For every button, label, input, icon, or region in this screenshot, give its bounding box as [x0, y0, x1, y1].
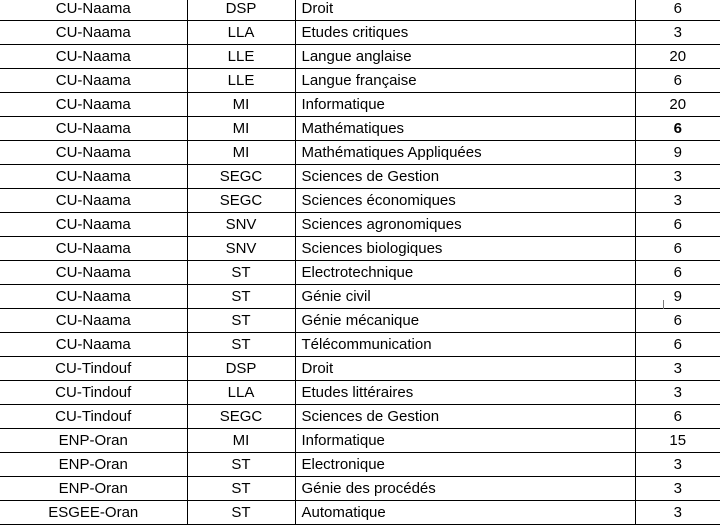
table-row	[0, 141, 720, 165]
places-cell[interactable]: 3	[635, 21, 720, 45]
institution-cell[interactable]: CU-Naama	[0, 165, 187, 189]
domain-cell[interactable]: SEGC	[187, 189, 295, 213]
institution-cell[interactable]: CU-Naama	[0, 189, 187, 213]
speciality-cell[interactable]: Langue anglaise	[295, 45, 635, 69]
institution-cell[interactable]: CU-Naama	[0, 45, 187, 69]
places-cell[interactable]: 9	[635, 285, 720, 309]
places-cell[interactable]: 6	[635, 213, 720, 237]
table-row	[0, 453, 720, 477]
institution-cell[interactable]: ENP-Oran	[0, 453, 187, 477]
speciality-cell[interactable]: Sciences agronomiques	[295, 213, 635, 237]
table-row	[0, 357, 720, 381]
domain-cell[interactable]: ST	[187, 333, 295, 357]
places-cell[interactable]: 3	[635, 501, 720, 525]
table-row	[0, 477, 720, 501]
domain-cell[interactable]: LLE	[187, 45, 295, 69]
domain-cell[interactable]: LLA	[187, 381, 295, 405]
institution-cell[interactable]: ENP-Oran	[0, 429, 187, 453]
institution-cell[interactable]: CU-Tindouf	[0, 357, 187, 381]
domain-cell[interactable]: SNV	[187, 213, 295, 237]
domain-cell[interactable]: MI	[187, 141, 295, 165]
institution-cell[interactable]: ENP-Oran	[0, 477, 187, 501]
speciality-cell[interactable]: Télécommunication	[295, 333, 635, 357]
table-row	[0, 213, 720, 237]
domain-cell[interactable]: DSP	[187, 357, 295, 381]
table-row	[0, 117, 720, 141]
places-cell[interactable]: 3	[635, 453, 720, 477]
places-cell[interactable]: 15	[635, 429, 720, 453]
domain-cell[interactable]: SEGC	[187, 405, 295, 429]
domain-cell[interactable]: ST	[187, 309, 295, 333]
speciality-cell[interactable]: Langue française	[295, 69, 635, 93]
domain-cell[interactable]: ST	[187, 453, 295, 477]
speciality-cell[interactable]: Sciences de Gestion	[295, 405, 635, 429]
institution-cell[interactable]: CU-Naama	[0, 285, 187, 309]
places-cell[interactable]: 3	[635, 165, 720, 189]
places-cell[interactable]: 3	[635, 477, 720, 501]
places-cell[interactable]: 6	[635, 69, 720, 93]
speciality-cell[interactable]: Droit	[295, 0, 635, 21]
speciality-cell[interactable]: Electrotechnique	[295, 261, 635, 285]
institution-cell[interactable]: CU-Naama	[0, 0, 187, 21]
table-row	[0, 501, 720, 525]
table-row	[0, 261, 720, 285]
table-row	[0, 69, 720, 93]
domain-cell[interactable]: ST	[187, 477, 295, 501]
places-cell[interactable]: 6	[635, 333, 720, 357]
institution-cell[interactable]: CU-Naama	[0, 69, 187, 93]
institution-cell[interactable]: CU-Naama	[0, 21, 187, 45]
places-cell[interactable]: 6	[635, 405, 720, 429]
institution-cell[interactable]: CU-Naama	[0, 261, 187, 285]
domain-cell[interactable]: MI	[187, 429, 295, 453]
speciality-cell[interactable]: Electronique	[295, 453, 635, 477]
table-row	[0, 189, 720, 213]
speciality-cell[interactable]: Génie des procédés	[295, 477, 635, 501]
institution-cell[interactable]: ESGEE-Oran	[0, 501, 187, 525]
places-cell[interactable]: 3	[635, 357, 720, 381]
domain-cell[interactable]: ST	[187, 261, 295, 285]
table-row	[0, 381, 720, 405]
institution-cell[interactable]: CU-Naama	[0, 213, 187, 237]
domain-cell[interactable]: DSP	[187, 0, 295, 21]
speciality-cell[interactable]: Etudes littéraires	[295, 381, 635, 405]
places-cell[interactable]: 20	[635, 45, 720, 69]
places-cell[interactable]: 3	[635, 189, 720, 213]
speciality-cell[interactable]: Sciences biologiques	[295, 237, 635, 261]
domain-cell[interactable]: ST	[187, 285, 295, 309]
places-cell[interactable]: 6	[635, 117, 720, 141]
institution-cell[interactable]: CU-Naama	[0, 141, 187, 165]
institution-cell[interactable]: CU-Naama	[0, 237, 187, 261]
institution-cell[interactable]: CU-Naama	[0, 117, 187, 141]
speciality-cell[interactable]: Informatique	[295, 429, 635, 453]
table-row	[0, 405, 720, 429]
institution-cell[interactable]: CU-Tindouf	[0, 405, 187, 429]
speciality-cell[interactable]: Etudes critiques	[295, 21, 635, 45]
domain-cell[interactable]: LLE	[187, 69, 295, 93]
places-cell[interactable]: 6	[635, 237, 720, 261]
speciality-cell[interactable]: Mathématiques	[295, 117, 635, 141]
places-cell[interactable]: 3	[635, 381, 720, 405]
table-row	[0, 0, 720, 21]
speciality-cell[interactable]: Génie mécanique	[295, 309, 635, 333]
places-cell[interactable]: 6	[635, 0, 720, 21]
domain-cell[interactable]: ST	[187, 501, 295, 525]
domain-cell[interactable]: MI	[187, 93, 295, 117]
speciality-cell[interactable]: Automatique	[295, 501, 635, 525]
speciality-cell[interactable]: Informatique	[295, 93, 635, 117]
table-row	[0, 165, 720, 189]
institution-cell[interactable]: CU-Naama	[0, 93, 187, 117]
domain-cell[interactable]: SNV	[187, 237, 295, 261]
table-row	[0, 93, 720, 117]
speciality-cell[interactable]: Génie civil	[295, 285, 635, 309]
institution-cell[interactable]: CU-Naama	[0, 309, 187, 333]
places-cell[interactable]: 6	[635, 309, 720, 333]
places-cell[interactable]: 20	[635, 93, 720, 117]
domain-cell[interactable]: SEGC	[187, 165, 295, 189]
domain-cell[interactable]: MI	[187, 117, 295, 141]
domain-cell[interactable]: LLA	[187, 21, 295, 45]
speciality-cell[interactable]: Sciences de Gestion	[295, 165, 635, 189]
places-cell[interactable]: 9	[635, 141, 720, 165]
table-row	[0, 285, 720, 309]
table-row	[0, 333, 720, 357]
text-cursor-icon	[663, 300, 664, 309]
institution-cell[interactable]: CU-Naama	[0, 333, 187, 357]
speciality-cell[interactable]: Sciences économiques	[295, 189, 635, 213]
speciality-cell[interactable]: Mathématiques Appliquées	[295, 141, 635, 165]
institution-cell[interactable]: CU-Tindouf	[0, 381, 187, 405]
table-row	[0, 429, 720, 453]
table-row	[0, 309, 720, 333]
places-cell[interactable]: 6	[635, 261, 720, 285]
table-row	[0, 21, 720, 45]
speciality-cell[interactable]: Droit	[295, 357, 635, 381]
table-row	[0, 237, 720, 261]
table-row	[0, 45, 720, 69]
